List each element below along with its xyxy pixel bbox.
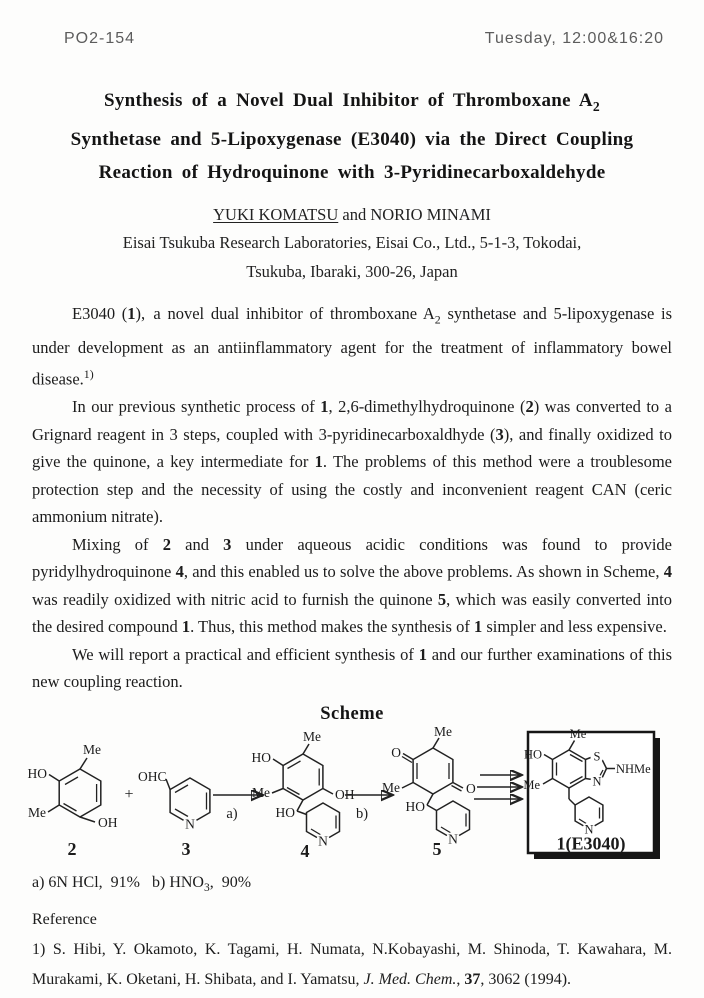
title-line-1: Synthesis of a Novel Dual Inhibitor of Thromboxane $A_2$	[103, 90, 601, 114]
reaction-conditions: a) 6N HCl, 91% b) $HNO_3$, 90%	[32, 873, 252, 894]
abstract-paragraph-1: E3040 (1), a novel dual inhibitor of thromboxane $A_2$ synthetase and 5-lipoxygenase is under development as an antiinflammatory agent for the treatment of inflammatory bowel disease.$^{1)}$	[32, 303, 672, 389]
step-b-label: b)	[355, 805, 369, 822]
bond-lines	[175, 785, 207, 817]
label-n: N	[584, 822, 594, 837]
paper-title	[30, 84, 674, 189]
label-nhme: NHMe	[616, 761, 651, 776]
compound-1-number: 1(E3040)	[556, 833, 626, 854]
plus-sign: +	[124, 785, 134, 803]
abstract-paragraph-3: Mixing of 2 and 3 under aqueous acidic conditions was found to provide pyridylhydroquinone 4, and this enabled us to solve the above problems. As shown in Scheme, 4 was readily oxidized with nitric acid to furnish the quinone 5, which was easily converted into the desired compound 1. Thus, this method makes the synthesis of 1 simpler and less expensive.	[32, 534, 673, 637]
compound-2-number: 2	[67, 838, 77, 859]
label-ho: HO	[405, 798, 425, 814]
label-ho: HO	[27, 765, 47, 781]
title-line-2: Synthetase and 5-Lipoxygenase (E3040) via the Direct Coupling	[70, 128, 634, 150]
label-me: Me	[252, 784, 270, 800]
label-o: O	[466, 780, 476, 796]
bond-lines	[166, 779, 170, 790]
compound-5-structure	[382, 727, 476, 859]
label-me: Me	[569, 726, 587, 741]
label-ho: HO	[523, 747, 542, 762]
affiliation-line-1: Eisai Tsukuba Research Laboratories, Eisai Co., Ltd., 5-1-3, Tokodai,	[122, 232, 582, 252]
quinone-ring	[413, 748, 453, 794]
reaction-scheme-figure	[0, 727, 704, 867]
label-n: N	[448, 831, 458, 847]
benzene-ring	[283, 754, 323, 800]
bond-lines	[441, 813, 466, 833]
abstract-body	[32, 300, 672, 696]
reference-heading: Reference	[32, 910, 97, 928]
label-ho: HO	[251, 749, 271, 765]
label-n: N	[318, 833, 328, 849]
triple-reaction-arrows	[474, 775, 521, 799]
label-me: Me	[382, 779, 400, 795]
label-oh: OH	[335, 786, 355, 802]
compound-4-structure	[252, 729, 355, 861]
label-me: Me	[83, 741, 101, 757]
affiliation-line-2: Tsukuba, Ibaraki, 300-26, Japan	[246, 261, 458, 281]
label-n: N	[592, 774, 602, 789]
label-n: N	[185, 816, 195, 832]
reference-entry: 1) S. Hibi, Y. Okamoto, K. Tagami, H. Numata, N.Kobayashi, M. Shinoda, T. Kawahara, M. Murakami, K. Oketani, H. Shibata, and I. Yamatsu, J. Med. Chem., 37, 3062 (1994).	[32, 940, 672, 988]
compound-3-number: 3	[181, 838, 191, 859]
compound-3-structure	[138, 769, 210, 859]
label-me: Me	[523, 777, 540, 792]
session-time: Tuesday, 12:00&16:20	[484, 30, 664, 47]
title-line-3: Reaction of Hydroquinone with 3-Pyridinecarboxaldehyde	[98, 161, 606, 183]
bond-lines	[311, 815, 336, 835]
session-code: PO2-154	[64, 30, 136, 47]
compound-5-number: 5	[432, 838, 442, 859]
label-me: Me	[303, 728, 321, 744]
compound-4-number: 4	[300, 840, 310, 861]
page-header	[0, 0, 704, 48]
authors-line: YUKI KOMATSU and NORIO MINAMI	[213, 204, 491, 224]
label-me: Me	[434, 726, 452, 739]
abstract-paragraph-2: In our previous synthetic process of 1, 2,6-dimethylhydroquinone (2) was converted to a Grignard reagent in 3 steps, coupled with 3-pyridinecarboxaldhyde (3), and finally oxidized to give the quinone, a key intermediate for 1. The problems of this method were a troublesome protection step and the necessity of using the costly and inconvenient reagent CAN (ceric ammonium nitrate).	[32, 397, 672, 527]
label-s: S	[593, 749, 601, 764]
label-oh: OH	[98, 814, 118, 830]
label-me: Me	[28, 804, 46, 820]
compound-1-box	[523, 727, 660, 859]
label-o: O	[391, 744, 401, 760]
abstract-paragraph-4: We will report a practical and efficient synthesis of 1 and our further examinations of this new coupling reaction.	[32, 644, 672, 692]
compound-2-structure	[28, 742, 118, 859]
scheme-heading: Scheme	[320, 703, 384, 724]
benzene-ring	[59, 769, 101, 817]
label-ohc: OHC	[138, 768, 167, 784]
step-a-label: a)	[226, 805, 238, 822]
label-ho: HO	[275, 804, 295, 820]
